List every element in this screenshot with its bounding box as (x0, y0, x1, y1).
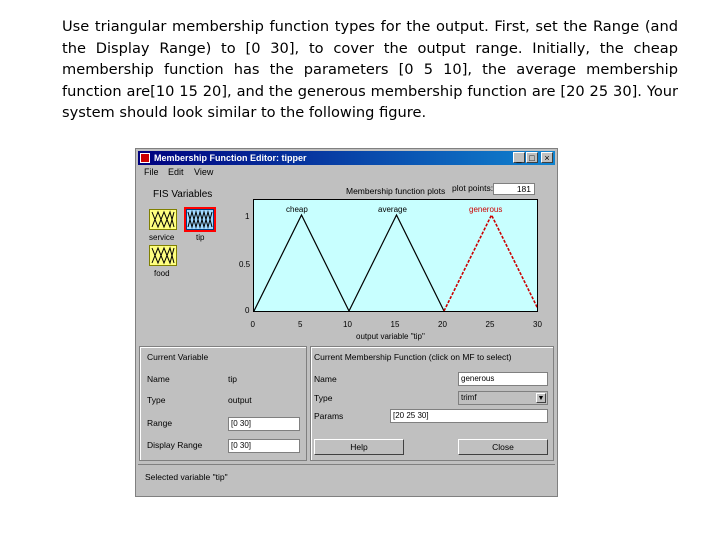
y-tick-0: 0 (245, 306, 250, 315)
output-tip-icon[interactable] (186, 209, 214, 230)
input-service-icon[interactable] (149, 209, 177, 230)
mf-plot-area[interactable] (253, 199, 538, 312)
matlab-app-icon (140, 153, 150, 163)
range-field[interactable]: [0 30] (228, 417, 300, 431)
instruction-paragraph: Use triangular membership function types for the output. First, set the Range (and the Display Range) to [0 30], to cover the output range. Initially, the cheap membership function has the parameters [0 5 10], the average membership function are[10 15 20], and the generous membership function are [20 25 30]. Your system should look similar to the following figure. (62, 18, 678, 122)
menu-file[interactable]: File (144, 167, 159, 177)
current-variable-panel (139, 346, 307, 461)
plot-points-label: plot points: (452, 183, 494, 193)
mf-label-generous[interactable]: generous (469, 205, 503, 214)
menu-edit[interactable]: Edit (168, 167, 184, 177)
mf-plots-label: Membership function plots (346, 186, 446, 196)
x-tick-0: 0 (250, 320, 255, 329)
display-range-field[interactable]: [0 30] (228, 439, 300, 453)
x-axis-label: output variable "tip" (356, 332, 425, 341)
title-bar (138, 151, 555, 165)
close-window-button[interactable]: × (541, 152, 553, 163)
status-bar (138, 464, 555, 494)
var-type-value: output (228, 395, 252, 405)
x-tick-30: 30 (533, 320, 542, 329)
minimize-button[interactable]: _ (513, 152, 525, 163)
display-range-label: Display Range (147, 440, 203, 450)
current-variable-header: Current Variable (147, 352, 209, 362)
current-mf-header: Current Membership Function (click on MF to select) (314, 352, 512, 362)
x-tick-10: 10 (343, 320, 352, 329)
range-label: Range (147, 418, 173, 428)
close-button[interactable]: Close (458, 439, 548, 455)
params-field[interactable]: [20 25 30] (390, 409, 548, 423)
mf-type-dropdown[interactable] (458, 391, 548, 405)
var-name-value: tip (228, 374, 237, 384)
help-button[interactable]: Help (314, 439, 404, 455)
maximize-button[interactable]: □ (526, 152, 538, 163)
mf-curve-cheap[interactable] (254, 215, 349, 311)
x-tick-25: 25 (485, 320, 495, 329)
y-tick-1: 1 (245, 212, 250, 221)
var-name-label: Name (147, 374, 170, 384)
window-title: Membership Function Editor: tipper (154, 153, 307, 163)
mf-name-label: Name (314, 374, 337, 384)
mf-type-label: Type (314, 393, 333, 403)
x-tick-15: 15 (390, 320, 400, 329)
input-service-label: service (149, 233, 175, 242)
mf-type-value: trimf (461, 393, 477, 402)
mf-curve-generous[interactable] (444, 215, 538, 311)
params-label: Params (314, 411, 344, 421)
mf-label-average[interactable]: average (378, 205, 407, 214)
dropdown-arrow-icon: ▼ (537, 395, 545, 402)
var-type-label: Type (147, 395, 166, 405)
mf-curve-average[interactable] (349, 215, 444, 311)
status-text: Selected variable "tip" (145, 472, 228, 482)
mf-editor-window (135, 148, 558, 497)
x-tick-20: 20 (438, 320, 447, 329)
y-tick-0.5: 0.5 (239, 260, 251, 269)
input-food-icon[interactable] (149, 245, 177, 266)
plot-points-field[interactable]: 181 (493, 183, 535, 195)
input-food-label: food (154, 269, 170, 278)
mf-name-field[interactable]: generous (458, 372, 548, 386)
current-mf-panel (310, 346, 554, 461)
output-tip-label: tip (196, 233, 205, 242)
menu-view[interactable]: View (194, 167, 214, 177)
menu-bar (138, 166, 555, 179)
x-tick-5: 5 (298, 320, 303, 329)
mf-label-cheap[interactable]: cheap (286, 205, 308, 214)
fis-variables-label: FIS Variables (153, 189, 213, 200)
